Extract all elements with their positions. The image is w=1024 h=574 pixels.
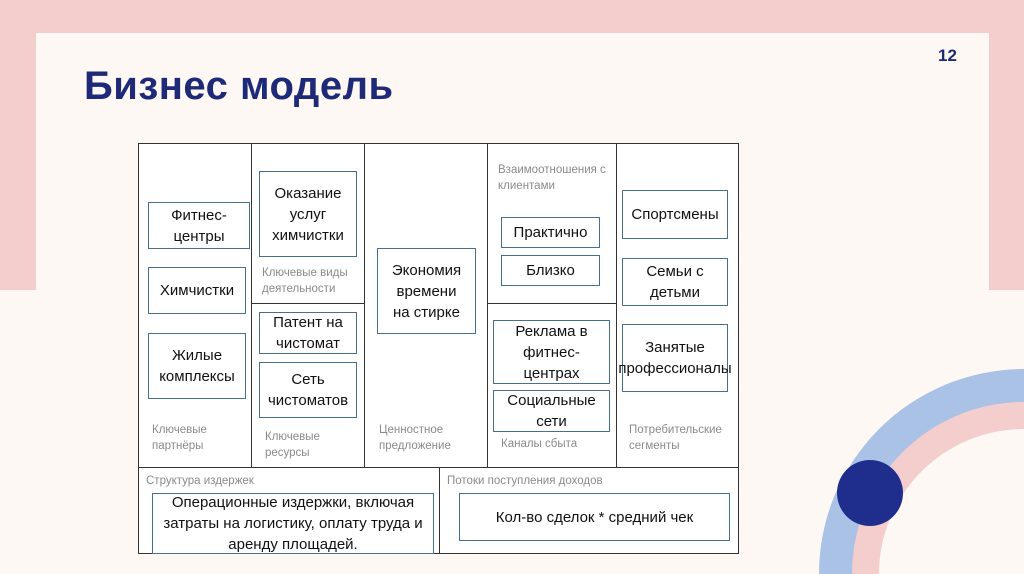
slide-title: Бизнес модель [84,64,394,108]
cost-operational: Операционные издержки, включая затраты на логистику, оплату труда и аренду площадей. [152,493,434,554]
partner-fitness-centers: Фитнес-центры [148,202,250,249]
divider-activities-value [364,144,365,467]
activity-dry-cleaning: Оказание услуг химчистки [259,171,357,257]
channels-label: Каналы сбыта [501,438,578,450]
customer-segments-label: Потребительские сегменты [629,424,722,452]
partner-residential-complexes: Жилые комплексы [148,333,246,399]
divider-value-relationships [487,144,488,467]
key-activities-label: Ключевые виды деятельности [262,267,348,295]
channel-fitness-ads: Реклама в фитнес-центрах [493,320,610,384]
segment-families: Семьи с детьми [622,258,728,306]
revenue-formula: Кол-во сделок * средний чек [459,493,730,541]
page-number: 12 [938,46,957,65]
divider-cost-revenue [439,467,440,553]
revenue-streams-label: Потоки поступления доходов [447,475,603,487]
left-decor-band [0,33,36,290]
relationship-close: Близко [501,255,600,286]
divider-relationships-segments [616,144,617,467]
divider-activities-resources [251,303,364,304]
partner-dry-cleaners: Химчистки [148,267,246,314]
customer-relationships-label: Взаимоотношения с клиентами [498,164,606,192]
value-proposition-label: Ценностное предложение [379,424,451,452]
top-decor-band [0,0,1024,33]
right-decor-band [989,33,1024,290]
key-partners-label: Ключевые партнёры [152,424,207,452]
divider-relationships-channels [487,303,616,304]
resource-network: Сеть чистоматов [259,362,357,418]
divider-partners-activities [251,144,252,467]
resource-patent: Патент на чистомат [259,312,357,354]
value-time-saving: Экономия времени на стирке [377,248,476,334]
channel-social-networks: Социальные сети [493,390,610,432]
segment-busy-professionals: Занятые профессионалы [622,324,728,392]
segment-athletes: Спортсмены [622,190,728,239]
cost-structure-label: Структура издержек [146,475,254,487]
business-model-canvas [138,143,739,554]
key-resources-label: Ключевые ресурсы [265,431,320,459]
relationship-practical: Практично [501,217,600,248]
